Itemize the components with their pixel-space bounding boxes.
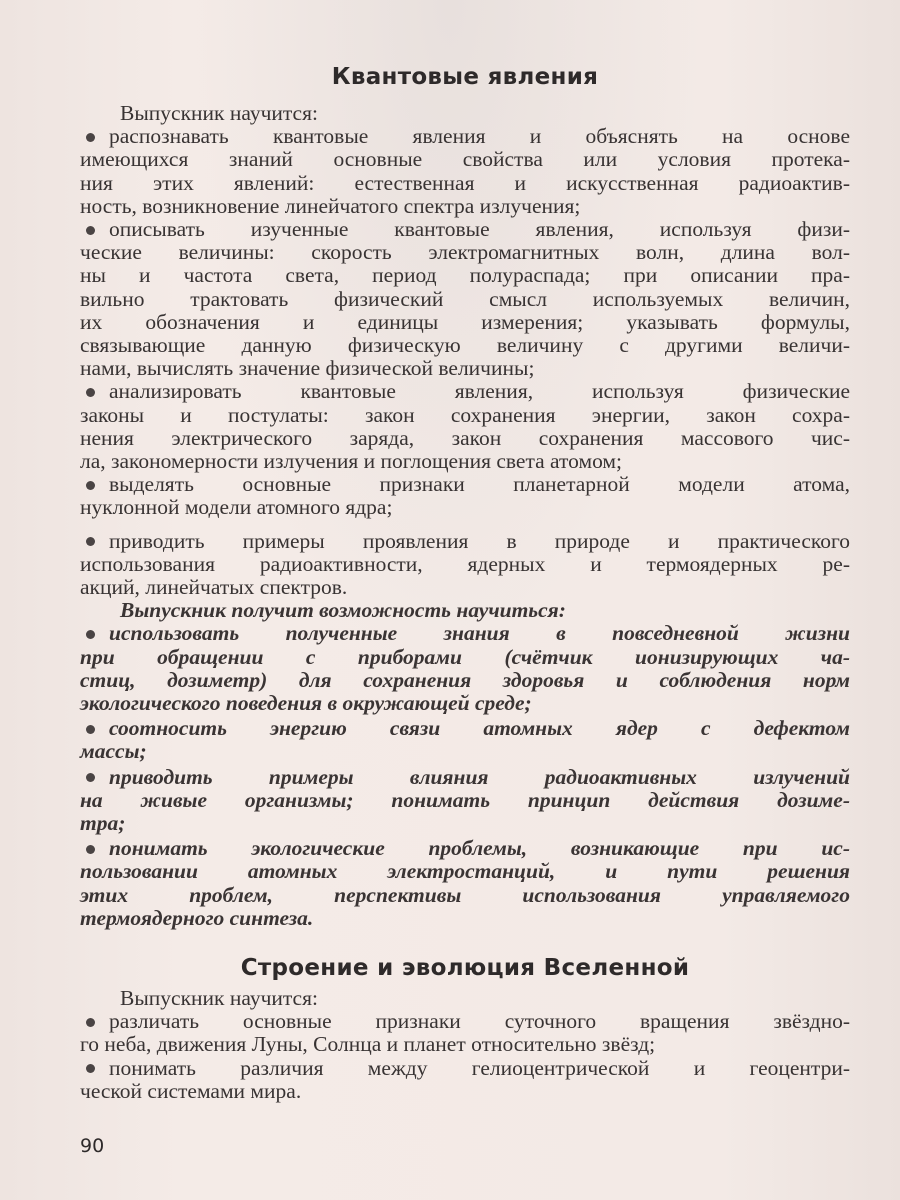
bullet-icon bbox=[86, 226, 95, 235]
list-item-line bbox=[80, 646, 850, 669]
text-line: приводить примеры влияния радиоактивных излучений bbox=[109, 764, 850, 789]
list-item-line bbox=[80, 148, 850, 171]
list-item-line bbox=[80, 860, 850, 883]
text-line: на живые организмы; понимать принцип действия дозиме- bbox=[80, 787, 850, 812]
text-line: использовать полученные знания в повседневной жизни bbox=[109, 621, 850, 646]
text-line: вильно трактовать физический смысл используемых величин, bbox=[80, 286, 850, 311]
bullet-icon bbox=[86, 630, 95, 639]
list-item-line bbox=[80, 357, 850, 380]
text-line: понимать экологические проблемы, возникающие при ис- bbox=[109, 836, 850, 861]
bullet-icon bbox=[86, 1018, 95, 1027]
section-heading: Квантовые явления bbox=[331, 64, 599, 90]
bullet-icon bbox=[86, 388, 95, 397]
text-line: использования радиоактивности, ядерных и термоядерных ре- bbox=[80, 551, 850, 576]
bullet-icon bbox=[86, 133, 95, 142]
list-item-line bbox=[80, 1080, 850, 1103]
section-intro bbox=[120, 599, 850, 622]
list-item-line bbox=[80, 884, 850, 907]
text-line: Выпускник научится: bbox=[120, 101, 318, 125]
text-line: ла, закономерности излучения и поглощения света атомом; bbox=[80, 449, 622, 473]
text-line: стиц, дозиметр) для сохранения здоровья и соблюдения норм bbox=[80, 667, 850, 692]
list-item-line bbox=[80, 576, 850, 599]
list-item-line bbox=[80, 264, 850, 287]
text-line: термоядерного синтеза. bbox=[80, 905, 314, 930]
text-line: Выпускник научится: bbox=[120, 986, 318, 1010]
text-line: пользовании атомных электростанций, и пути решения bbox=[80, 859, 850, 884]
list-item-line bbox=[80, 473, 850, 496]
list-item-line bbox=[80, 530, 850, 553]
list-item-line bbox=[80, 717, 850, 740]
text-line: различать основные признаки суточного вращения звёздно- bbox=[109, 1009, 850, 1034]
text-line: имеющихся знаний основные свойства или условия протека- bbox=[80, 147, 850, 172]
list-item-line bbox=[80, 427, 850, 450]
list-item-line bbox=[80, 172, 850, 195]
list-item-line bbox=[80, 404, 850, 427]
list-item-line bbox=[80, 1033, 850, 1056]
list-item-line bbox=[80, 218, 850, 241]
list-item-line bbox=[80, 334, 850, 357]
text-line: нуклонной модели атомного ядра; bbox=[80, 495, 393, 520]
bullet-icon bbox=[86, 481, 95, 490]
list-item-line bbox=[80, 496, 850, 519]
list-item-line bbox=[80, 1010, 850, 1033]
bullet-icon bbox=[86, 1064, 95, 1073]
text-line: Выпускник получит возможность научиться: bbox=[120, 598, 566, 623]
list-item-line bbox=[80, 241, 850, 264]
text-line: при обращении с приборами (счётчик ионизирующих ча- bbox=[80, 644, 850, 669]
list-item-line bbox=[80, 789, 850, 812]
text-line: распознавать квантовые явления и объяснять на основе bbox=[109, 124, 850, 149]
text-line: анализировать квантовые явления, используя физические bbox=[109, 379, 850, 404]
text-line: соотносить энергию связи атомных ядер с дефектом bbox=[109, 716, 850, 741]
text-line: описывать изученные квантовые явления, используя физи- bbox=[109, 217, 850, 241]
list-item-line bbox=[80, 812, 850, 835]
text-line: этих проблем, перспективы использования управляемого bbox=[80, 882, 850, 907]
list-item-line bbox=[80, 837, 850, 860]
bullet-icon bbox=[86, 725, 95, 734]
text-line: законы и постулаты: закон сохранения энергии, закон сохра- bbox=[80, 402, 850, 427]
list-item-line bbox=[80, 450, 850, 473]
list-item-line bbox=[80, 311, 850, 334]
list-item-line bbox=[80, 195, 850, 218]
section-intro bbox=[120, 987, 850, 1010]
text-line: ны и частота света, период полураспада; при описании пра- bbox=[80, 263, 850, 288]
bullet-icon bbox=[86, 845, 95, 854]
text-line: ния этих явлений: естественная и искусственная радиоактив- bbox=[80, 170, 850, 195]
list-item-line bbox=[80, 622, 850, 645]
list-item-line bbox=[80, 692, 850, 715]
list-item-line bbox=[80, 125, 850, 148]
list-item-line bbox=[80, 740, 850, 763]
text-line: ческой системами мира. bbox=[80, 1078, 302, 1103]
bullet-icon bbox=[86, 773, 95, 782]
text-line: приводить примеры проявления в природе и практического bbox=[109, 528, 850, 553]
page-number: 90 bbox=[80, 1135, 105, 1157]
list-item-line bbox=[80, 553, 850, 576]
list-item-line bbox=[80, 1057, 850, 1080]
text-line: понимать различия между гелиоцентрической и геоцентри- bbox=[109, 1055, 850, 1080]
text-line: го неба, движения Луны, Солнца и планет относительно звёзд; bbox=[80, 1032, 656, 1057]
text-line: нения электрического заряда, закон сохранения массового чис- bbox=[80, 425, 850, 450]
section-heading: Строение и эволюция Вселенной bbox=[240, 955, 690, 981]
text-line: массы; bbox=[80, 739, 147, 764]
text-line: нами, вычислять значение физической величины; bbox=[80, 356, 535, 381]
text-line: их обозначения и единицы измерения; указывать формулы, bbox=[80, 309, 850, 334]
text-line: ность, возникновение линейчатого спектра излучения; bbox=[80, 193, 581, 218]
text-line: выделять основные признаки планетарной модели атома, bbox=[109, 472, 850, 497]
text-line: экологического поведения в окружающей среде; bbox=[80, 691, 532, 715]
list-item-line bbox=[80, 669, 850, 692]
text-line: связывающие данную физическую величину с другими величи- bbox=[80, 333, 850, 357]
text-line: акций, линейчатых спектров. bbox=[80, 575, 348, 599]
section-intro bbox=[120, 102, 850, 125]
list-item-line bbox=[80, 907, 850, 930]
list-item-line bbox=[80, 766, 850, 789]
text-line: ческие величины: скорость электромагнитных волн, длина вол- bbox=[80, 240, 850, 265]
list-item-line bbox=[80, 380, 850, 403]
list-item-line bbox=[80, 288, 850, 311]
bullet-icon bbox=[86, 537, 95, 546]
text-line: тра; bbox=[80, 811, 126, 835]
